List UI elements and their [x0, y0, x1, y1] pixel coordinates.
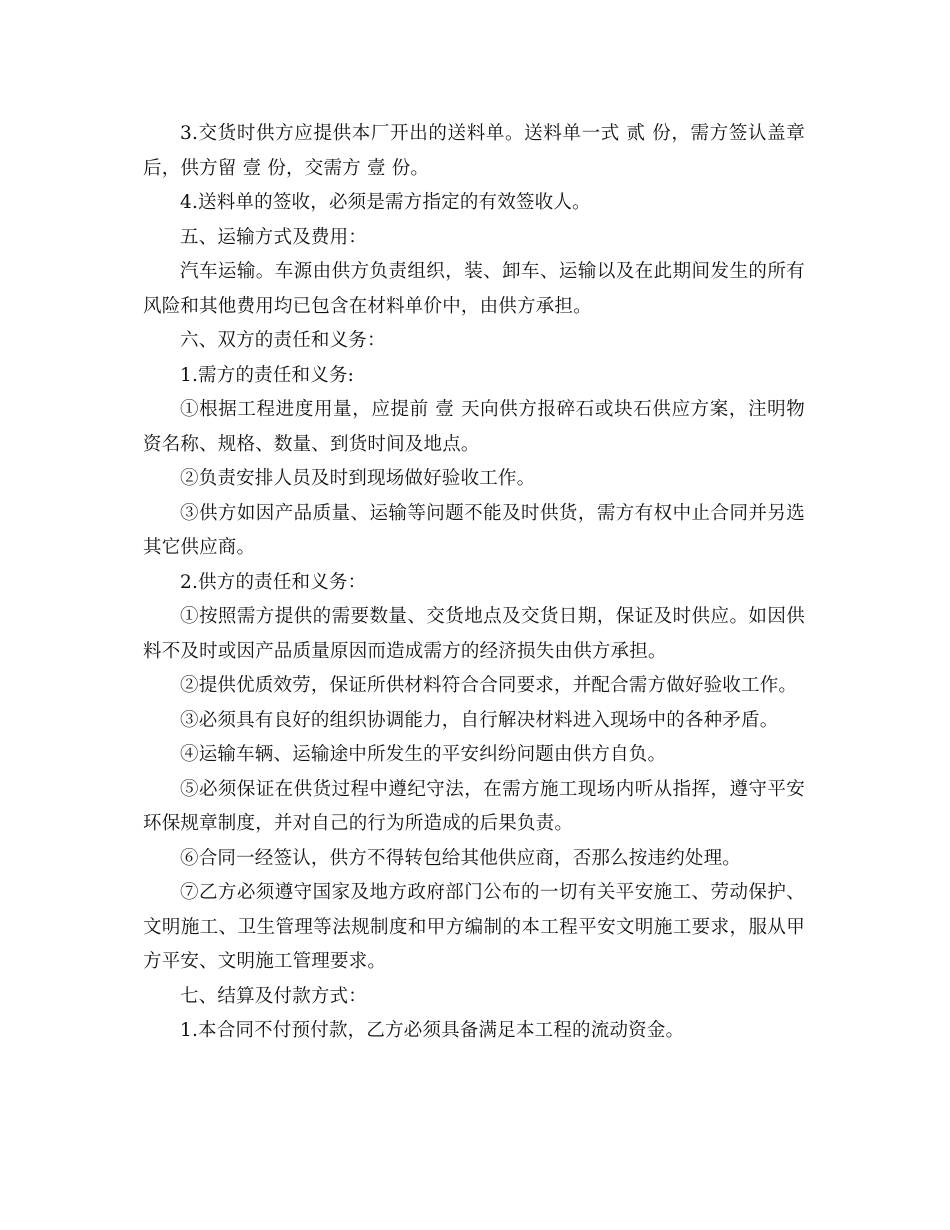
supplier-duty-1: ①按照需方提供的需要数量、交货地点及交货日期，保证及时供应。如因供料不及时或因产品质量原因而造成需方的经济损失由供方承担。	[143, 606, 805, 662]
supplier-duties-heading: 2.供方的责任和义务：	[180, 571, 367, 593]
document-body	[143, 117, 805, 1049]
supplier-duty-7: ⑦乙方必须遵守国家及地方政府部门公布的一切有关平安施工、劳动保护、文明施工、卫生管理等法规制度和甲方编制的本工程平安文明施工要求，服从甲方平安、文明施工管理要求。	[143, 882, 805, 972]
buyer-duty-3: ③供方如因产品质量、运输等问题不能及时供货，需方有权中止合同并另选其它供应商。	[143, 502, 805, 558]
supplier-duty-5: ⑤必须保证在供货过程中遵纪守法，在需方施工现场内听从指挥，遵守平安环保规章制度，并对自己的行为所造成的后果负责。	[143, 778, 805, 834]
supplier-duty-2: ②提供优质效劳，保证所供材料符合合同要求，并配合需方做好验收工作。	[180, 675, 798, 696]
buyer-duties-heading: 1.需方的责任和义务:	[180, 364, 355, 386]
settlement-clause-1: 1.本合同不付预付款，乙方必须具备满足本工程的流动资金。	[180, 1020, 685, 1041]
section-5-heading: 五、运输方式及费用：	[180, 226, 368, 248]
clause-4-note-signing: 4.送料单的签收，必须是需方指定的有效签收人。	[180, 192, 591, 213]
section-6-heading: 六、双方的责任和义务：	[180, 330, 386, 351]
supplier-duty-4: ④运输车辆、运输途中所发生的平安纠纷问题由供方自负。	[180, 744, 667, 765]
section-5-body: 汽车运输。车源由供方负责组织，装、卸车、运输以及在此期间发生的所有风险和其他费用均已包含在材料单价中，由供方承担。	[143, 261, 805, 317]
clause-3-delivery-note: 3.交货时供方应提供本厂开出的送料单。送料单一式 贰 份，需方签认盖章后，供方留 壹 份，交需方 壹 份。	[143, 123, 805, 179]
supplier-duty-6: ⑥合同一经签认，供方不得转包给其他供应商，否那么按违约处理。	[180, 847, 742, 869]
buyer-duty-1: ①根据工程进度用量，应提前 壹 天向供方报碎石或块石供应方案，注明物资名称、规格、数量、到货时间及地点。	[143, 399, 805, 455]
section-7-heading: 七、结算及付款方式：	[180, 985, 368, 1007]
buyer-duty-2: ②负责安排人员及时到现场做好验收工作。	[180, 468, 536, 489]
supplier-duty-3: ③必须具有良好的组织协调能力，自行解决材料进入现场中的各种矛盾。	[180, 709, 779, 731]
